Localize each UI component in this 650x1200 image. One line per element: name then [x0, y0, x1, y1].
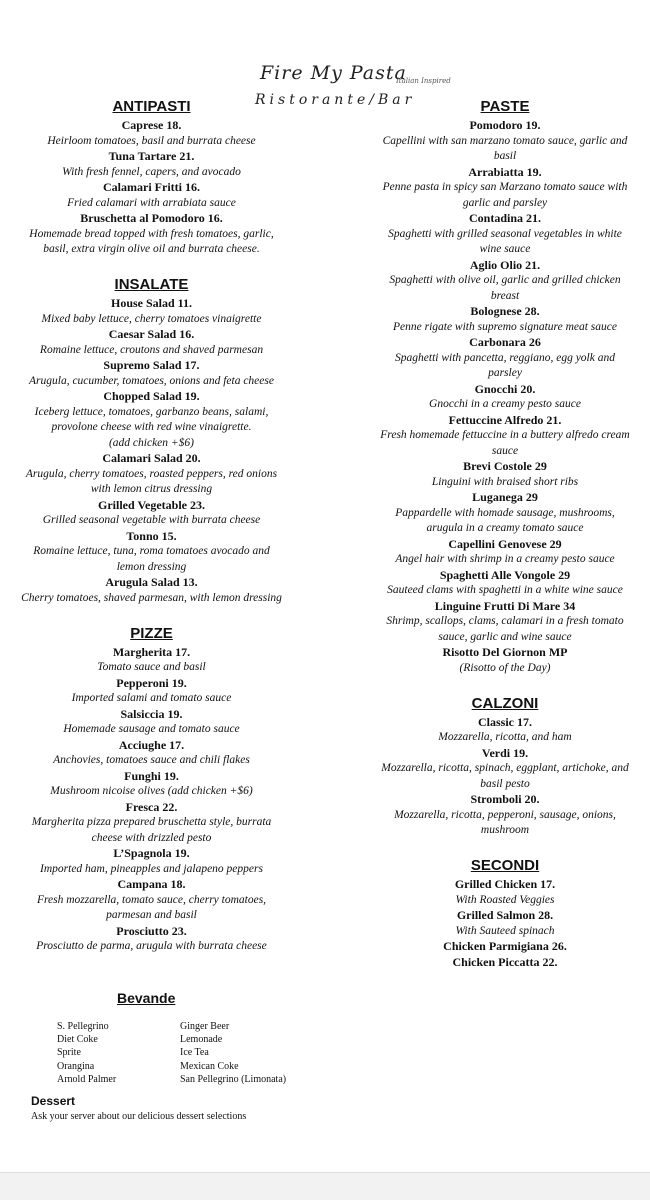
menu-item-name: Capellini Genovese 29	[448, 536, 562, 551]
menu-item-description: (Risotto of the Day)	[459, 661, 551, 674]
menu-item-name: Grilled Chicken 17.	[454, 877, 556, 891]
section-title-paste: PASTE	[480, 98, 530, 115]
menu-item-description: Homemade bread topped with fresh tomatoes, garlic,	[29, 227, 274, 240]
menu-item-name: Chicken Parmigiana 26.	[443, 939, 567, 953]
menu-item-description: With Roasted Veggies	[455, 893, 555, 906]
menu-item-name: Luganega 29	[472, 490, 538, 504]
menu-item-name: Salsiccia 19.	[120, 706, 183, 721]
menu-item-description: Mozzarella, ricotta, pepperoni, sausage, onions,	[394, 808, 616, 821]
menu-item-description: With Sauteed spinach	[455, 924, 555, 937]
menu-item-name: Contadina 21.	[468, 211, 542, 225]
beverage-item: Sprite	[57, 1047, 81, 1059]
menu-item-description: Homemade sausage and tomato sauce	[63, 723, 240, 735]
menu-item-description: Mozzarella, ricotta, spinach, eggplant, artichoke, and	[381, 762, 629, 774]
section-title-secondi: SECONDI	[470, 857, 540, 874]
menu-item-description: Gnocchi in a creamy pesto sauce	[429, 398, 581, 410]
beverage-item: Ginger Beer	[180, 1021, 230, 1032]
section-calzoni	[362, 693, 648, 839]
beverage-item: San Pellegrino (Limonata)	[180, 1073, 287, 1085]
menu-item-description: Spaghetti with pancetta, reggiano, egg yolk and	[395, 351, 615, 364]
left-column	[3, 96, 300, 955]
menu-item-description: breast	[490, 289, 520, 302]
section-pizze	[3, 623, 300, 955]
menu-item-description: Sauteed clams with spaghetti in a white wine sauce	[387, 584, 623, 596]
menu-item-name: L’Spagnola 19.	[113, 846, 190, 860]
menu-item-description: cheese with drizzled pesto	[91, 831, 212, 844]
right-column	[362, 96, 648, 970]
beverage-item: Orangina	[57, 1060, 95, 1072]
menu-item-name: Margherita 17.	[112, 644, 191, 659]
beverage-item: S. Pellegrino	[57, 1021, 109, 1032]
menu-item-name: Carbonara 26	[469, 335, 541, 349]
menu-item-name: Fresca 22.	[125, 799, 178, 814]
menu-item-description: Tomato sauce and basil	[97, 661, 206, 673]
section-gap	[3, 258, 300, 275]
menu-item-description: Romaine lettuce, croutons and shaved parmesan	[39, 343, 264, 356]
bevande-list-2	[180, 1020, 286, 1086]
menu-item-name: Linguine Frutti Di Mare 34	[434, 598, 576, 613]
section-gap	[362, 839, 648, 856]
menu-item-description: Prosciutto de parma, arugula with burrata cheese	[36, 940, 267, 952]
menu-item-description: Spaghetti with grilled seasonal vegetables in white	[388, 227, 622, 240]
menu-item-description: Anchovies, tomatoes sauce and chili flakes	[53, 754, 250, 766]
menu-item-name: Gnocchi 20.	[474, 381, 536, 396]
menu-item-description: Heirloom tomatoes, basil and burrata cheese	[47, 134, 256, 147]
menu-item-name: Verdi 19.	[481, 745, 529, 760]
menu-item-description: Fresh mozzarella, tomato sauce, cherry tomatoes,	[36, 893, 267, 906]
menu-item-name: Acciughe 17.	[118, 737, 185, 752]
section-title-insalate: INSALATE	[114, 276, 189, 293]
menu-item-name: Campana 18.	[117, 877, 186, 891]
menu-item-name: Grilled Salmon 28.	[456, 908, 554, 922]
menu-item-description: Pappardelle with homade sausage, mushrooms,	[395, 506, 615, 519]
menu-item-description: Mushroom nicoise olives (add chicken +$6)	[50, 785, 253, 797]
menu-item-name: Risotto Del Giornon MP	[442, 645, 568, 659]
menu-item-name: Classic 17.	[478, 714, 532, 729]
dessert-note: Ask your server about our delicious dessert selections	[31, 1111, 247, 1122]
menu-item-name: Funghi 19.	[124, 768, 179, 783]
menu-item-name: House Salad 11.	[110, 296, 193, 310]
menu-item-description: wine sauce	[479, 243, 531, 255]
menu-item-name: Chicken Piccatta 22.	[452, 954, 558, 969]
menu-item-description: Angel hair with shrimp in a creamy pesto sauce	[395, 553, 615, 565]
menu-item-description: lemon dressing	[116, 560, 187, 573]
logo-name: Fire My Pasta	[260, 62, 407, 84]
bevande-title: Bevande	[117, 990, 176, 1006]
menu-item-description: Linguini with braised short ribs	[431, 475, 579, 488]
menu-item-description: arugula in a creamy tomato sauce	[426, 522, 584, 534]
menu-item-name: Caesar Salad 16.	[108, 327, 195, 341]
bevande-list-1	[57, 1020, 116, 1086]
menu-item-name: Caprese 18.	[121, 118, 182, 132]
menu-item-description: Romaine lettuce, tuna, roma tomatoes avocado and	[33, 545, 270, 557]
menu-item-description: Capellini with san marzano tomato sauce, garlic and	[382, 134, 628, 147]
menu-item-description: Spaghetti with olive oil, garlic and grilled chicken	[389, 274, 621, 286]
menu-item-name: Brevi Costole 29	[463, 459, 547, 473]
menu-item-description: With fresh fennel, capers, and avocado	[62, 165, 241, 178]
menu-item-name: Tuna Tartare 21.	[108, 149, 195, 163]
menu-item-description: parsley	[488, 367, 522, 379]
menu-item-name: Supremo Salad 17.	[103, 358, 200, 372]
beverage-item: Diet Coke	[57, 1034, 98, 1046]
logo-subtitle: Ristorante/Bar	[255, 92, 416, 108]
menu-item-description: Cherry tomatoes, shaved parmesan, with lemon dressing	[21, 591, 282, 604]
menu-item-description: basil pesto	[480, 777, 530, 790]
beverage-item: Mexican Coke	[180, 1060, 239, 1072]
logo-tagline: Italian Inspired	[396, 77, 451, 85]
menu-item-description: Penne rigate with supremo signature meat sauce	[392, 320, 617, 333]
menu-item-description: Margherita pizza prepared bruschetta style, burrata	[31, 816, 272, 828]
menu-item-name: Grilled Vegetable 23.	[98, 497, 205, 512]
menu-item-description: with lemon citrus dressing	[90, 483, 213, 495]
menu-item-description: mushroom	[480, 824, 530, 836]
menu-item-description: (add chicken +$6)	[108, 436, 195, 449]
section-title-antipasti: ANTIPASTI	[112, 98, 191, 115]
menu-item-description: parmesan and basil	[106, 909, 197, 921]
menu-item-name: Pomodoro 19.	[469, 118, 541, 132]
section-gap	[362, 676, 648, 693]
menu-item-name: Spaghetti Alle Vongole 29	[439, 567, 571, 582]
menu-item-name: Calamari Fritti 16.	[103, 180, 200, 194]
menu-item-name: Fettuccine Alfredo 21.	[448, 412, 562, 427]
menu-item-description: garlic and parsley	[462, 196, 548, 209]
menu-item-name: Stromboli 20.	[470, 792, 540, 806]
menu-item-name: Arrabiatta 19.	[468, 164, 542, 179]
menu-item-description: Mixed baby lettuce, cherry tomatoes vinaigrette	[41, 312, 262, 325]
menu-item-name: Arugula Salad 13.	[105, 575, 198, 589]
section-paste	[362, 96, 648, 676]
menu-item-description: Grilled seasonal vegetable with burrata cheese	[42, 514, 261, 526]
menu-item-description: Shrimp, scallops, clams, calamari in a fresh tomato	[386, 615, 624, 627]
menu-item-description: sauce	[491, 444, 519, 457]
menu-item-name: Aglio Olio 21.	[469, 257, 541, 272]
menu-item-name: Tonno 15.	[126, 528, 177, 543]
menu-item-description: Mozzarella, ricotta, and ham	[438, 731, 572, 743]
beverage-item: Arnold Palmer	[57, 1073, 117, 1085]
menu-item-description: sauce, garlic and wine sauce	[438, 630, 572, 643]
section-gap	[3, 606, 300, 623]
menu-item-description: Fresh homemade fettuccine in a buttery alfredo cream	[380, 429, 630, 441]
menu-item-description: provolone cheese with red wine vinaigrette.	[51, 421, 252, 433]
section-title-calzoni: CALZONI	[471, 694, 539, 712]
menu-item-name: Bruschetta al Pomodoro 16.	[80, 211, 223, 225]
menu-item-description: basil	[493, 150, 517, 162]
menu-item-description: Fried calamari with arrabiata sauce	[67, 196, 236, 209]
section-antipasti	[3, 96, 300, 258]
beverage-item: Lemonade	[180, 1034, 223, 1046]
menu-item-description: Imported salami and tomato sauce	[71, 692, 232, 704]
section-secondi	[362, 855, 648, 970]
menu-item-name: Pepperoni 19.	[116, 675, 187, 690]
menu-item-description: Imported ham, pineapples and jalapeno peppers	[40, 862, 263, 875]
menu-item-description: Iceberg lettuce, tomatoes, garbanzo beans, salami,	[34, 405, 269, 418]
menu-item-description: basil, extra virgin olive oil and burrata cheese.	[43, 243, 260, 255]
section-title-pizze: PIZZE	[130, 624, 173, 642]
beverage-item: Ice Tea	[180, 1047, 209, 1059]
menu-item-name: Bolognese 28.	[470, 304, 540, 318]
menu-item-name: Calamari Salad 20.	[102, 451, 201, 465]
menu-item-description: Penne pasta in spicy san Marzano tomato sauce with	[382, 181, 628, 193]
menu-item-description: Arugula, cherry tomatoes, roasted peppers, red onions	[25, 467, 278, 480]
dessert-title: Dessert	[31, 1094, 76, 1108]
menu-item-name: Prosciutto 23.	[116, 923, 187, 938]
menu-item-name: Chopped Salad 19.	[103, 389, 200, 403]
menu-item-description: Arugula, cucumber, tomatoes, onions and feta cheese	[29, 374, 274, 387]
section-insalate	[3, 274, 300, 606]
